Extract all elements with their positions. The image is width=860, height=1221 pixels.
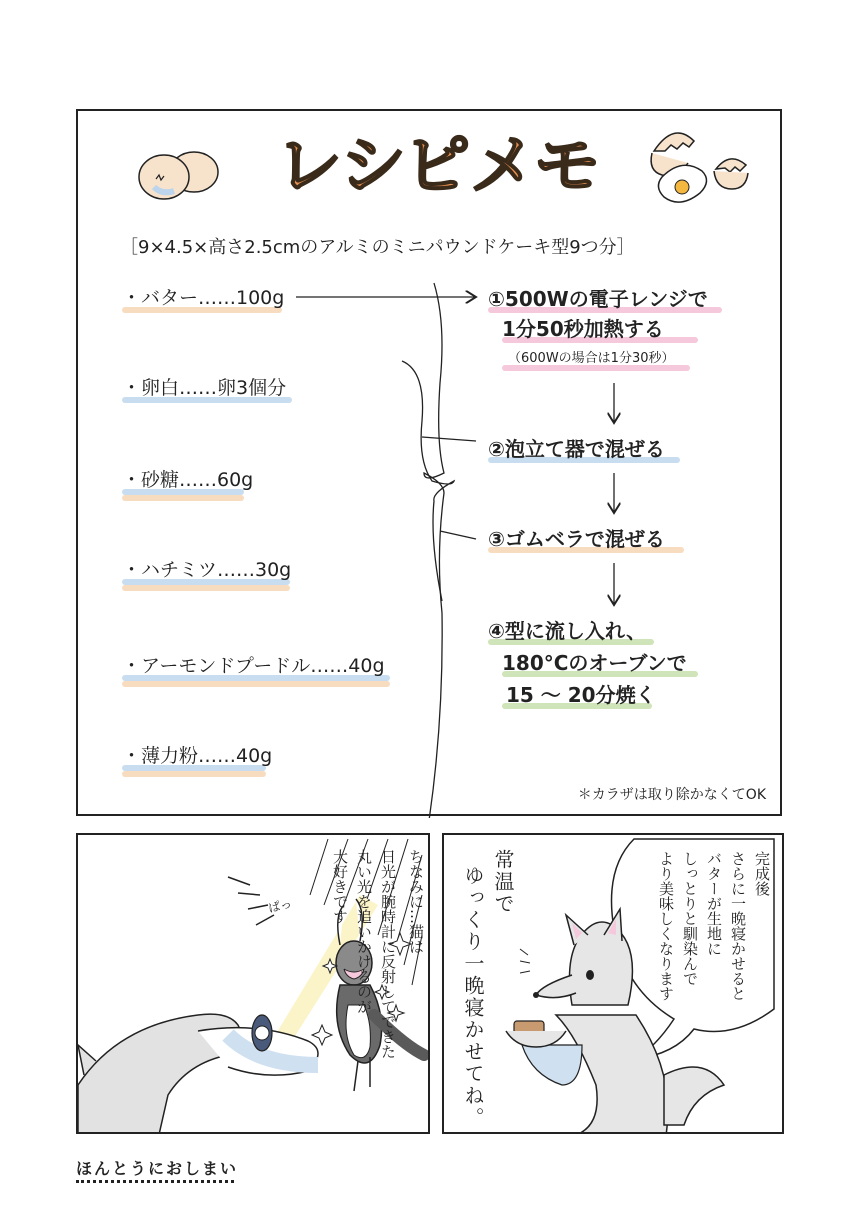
ingredient-honey: ・ハチミツ……30g <box>122 559 292 581</box>
step-1-line-2: 1分50秒加熱する <box>502 317 664 341</box>
title-letter-shi: シ <box>340 127 406 204</box>
title-letter-re: レ <box>276 127 342 204</box>
narration-line-3: 丸い光を追いかけるのが <box>355 849 373 1014</box>
title-letter-me: メ <box>470 127 536 204</box>
step-1-note: （600Wの場合は1分30秒） <box>508 351 675 366</box>
comic-panel-cat <box>76 833 430 1134</box>
sfx-text: ぱっ <box>266 896 294 916</box>
step-2: ②泡立て器で混ぜる <box>488 437 665 461</box>
recipe-panel <box>76 109 782 816</box>
step-4-line-3: 15 〜 20分焼く <box>506 683 656 707</box>
speech-line-5: より美味しくなります <box>657 851 675 1001</box>
title-letter-mo: モ <box>534 127 600 204</box>
speech-line-3: バターが生地に <box>705 851 723 956</box>
title-letter-pi: ピ <box>404 127 470 204</box>
step-4-line-2: 180°Cのオーブンで <box>502 651 687 675</box>
speech-line-4: しっとりと馴染んで <box>681 851 699 986</box>
step-1-line-1: ①500Wの電子レンジで <box>488 287 708 311</box>
handwritten-line-2: ゆっくり一晩寝かせてね。 <box>461 865 485 1129</box>
ingredient-almond-powder: ・アーモンドプードル……40g <box>122 655 385 677</box>
narration-line-1: ちなみに…猫は <box>407 849 425 954</box>
narration-line-2: 日光が腕時計に反射してできた <box>379 849 397 1059</box>
recipe-subtitle: ［9×4.5×高さ2.5cmのアルミのミニパウンドケーキ型9つ分］ <box>120 237 635 258</box>
ingredient-flour: ・薄力粉……40g <box>122 745 273 767</box>
ingredient-butter: ・バター……100g <box>122 287 285 309</box>
ingredient-egg-white: ・卵白……卵3個分 <box>122 377 287 399</box>
step-3: ③ゴムベラで混ぜる <box>488 527 665 551</box>
narration-line-4: 大好きです <box>331 849 349 924</box>
ending-underline <box>76 1180 234 1183</box>
handwritten-line-1: 常温で <box>491 849 515 915</box>
footnote: ＊カラザは取り除かなくてOK <box>577 787 766 803</box>
comic-panel-fox <box>442 833 784 1134</box>
step-4-line-1: ④型に流し入れ、 <box>488 619 647 643</box>
flow-lines <box>78 111 784 818</box>
speech-line-1: 完成後 <box>753 851 771 896</box>
ingredient-sugar: ・砂糖……60g <box>122 469 254 491</box>
speech-line-2: さらに一晩寝かせると <box>729 851 747 1001</box>
ending-text: ほんとうにおしまい <box>76 1159 239 1178</box>
